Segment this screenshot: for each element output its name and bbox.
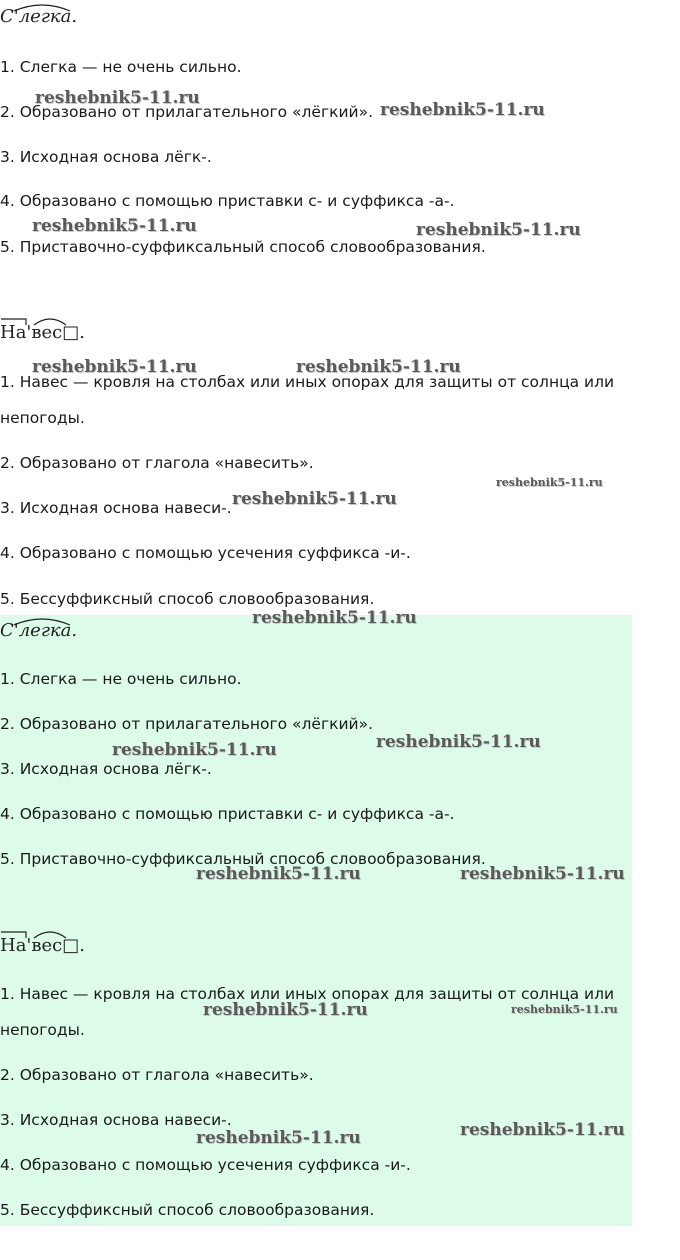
text-line: 2. Образовано от глагола «навесить». bbox=[0, 1066, 314, 1084]
word-heading: На'вес□. bbox=[0, 322, 85, 343]
watermark: reshebnik5-11.ru bbox=[376, 732, 541, 752]
text-line: 5. Приставочно-суффиксальный способ словообразования. bbox=[0, 850, 486, 868]
text-line: 3. Исходная основа лёгк-. bbox=[0, 760, 212, 778]
text-line: 3. Исходная основа навеси-. bbox=[0, 499, 232, 517]
watermark: reshebnik5-11.ru bbox=[416, 220, 581, 240]
text-line: 4. Образовано с помощью приставки с- и суффикса -а-. bbox=[0, 192, 455, 210]
text-line: непогоды. bbox=[0, 1021, 85, 1039]
text-line: 3. Исходная основа навеси-. bbox=[0, 1111, 232, 1129]
text-line: 5. Бессуффиксный способ словообразования. bbox=[0, 590, 375, 608]
watermark: reshebnik5-11.ru bbox=[35, 88, 200, 108]
watermark: reshebnik5-11.ru bbox=[460, 1120, 625, 1140]
watermark: reshebnik5-11.ru bbox=[196, 864, 361, 884]
watermark: reshebnik5-11.ru bbox=[296, 357, 461, 377]
text-line: непогоды. bbox=[0, 409, 85, 427]
text-line: 1. Навес — кровля на столбах или иных опорах для защиты от солнца или bbox=[0, 985, 615, 1003]
root-arc-mark bbox=[12, 616, 72, 626]
text-line: 4. Образовано с помощью усечения суффикса -и-. bbox=[0, 544, 411, 562]
text-line: 2. Образовано от глагола «навесить». bbox=[0, 454, 314, 472]
watermark: reshebnik5-11.ru bbox=[32, 216, 197, 236]
text-line: 4. Образовано с помощью приставки с- и суффикса -а-. bbox=[0, 805, 455, 823]
root-arc-mark bbox=[32, 929, 68, 939]
prefix-mark bbox=[0, 316, 28, 326]
watermark: reshebnik5-11.ru bbox=[496, 476, 603, 489]
text-line: 5. Приставочно-суффиксальный способ словообразования. bbox=[0, 238, 486, 256]
watermark: reshebnik5-11.ru bbox=[32, 357, 197, 377]
text-line: 1. Слегка — не очень сильно. bbox=[0, 670, 242, 688]
text-line: 4. Образовано с помощью усечения суффикса -и-. bbox=[0, 1156, 411, 1174]
text-line: 5. Бессуффиксный способ словообразования. bbox=[0, 1201, 375, 1219]
watermark: reshebnik5-11.ru bbox=[203, 1000, 368, 1020]
word-heading: На'вес□. bbox=[0, 935, 85, 956]
watermark: reshebnik5-11.ru bbox=[252, 608, 417, 628]
text-line: 2. Образовано от прилагательного «лёгкий». bbox=[0, 103, 374, 121]
text-line: 1. Навес — кровля на столбах или иных опорах для защиты от солнца или bbox=[0, 373, 615, 391]
word-heading: С'легка. bbox=[0, 620, 78, 641]
watermark: reshebnik5-11.ru bbox=[196, 1128, 361, 1148]
root-arc-mark bbox=[12, 2, 72, 12]
root-arc-mark bbox=[32, 316, 68, 326]
prefix-mark bbox=[0, 929, 28, 939]
watermark: reshebnik5-11.ru bbox=[460, 864, 625, 884]
watermark: reshebnik5-11.ru bbox=[112, 740, 277, 760]
text-line: 1. Слегка — не очень сильно. bbox=[0, 58, 242, 76]
watermark: reshebnik5-11.ru bbox=[232, 489, 397, 509]
watermark: reshebnik5-11.ru bbox=[511, 1003, 618, 1016]
text-line: 3. Исходная основа лёгк-. bbox=[0, 148, 212, 166]
text-line: 2. Образовано от прилагательного «лёгкий». bbox=[0, 715, 374, 733]
watermark: reshebnik5-11.ru bbox=[380, 100, 545, 120]
word-heading: С'легка. bbox=[0, 6, 78, 27]
